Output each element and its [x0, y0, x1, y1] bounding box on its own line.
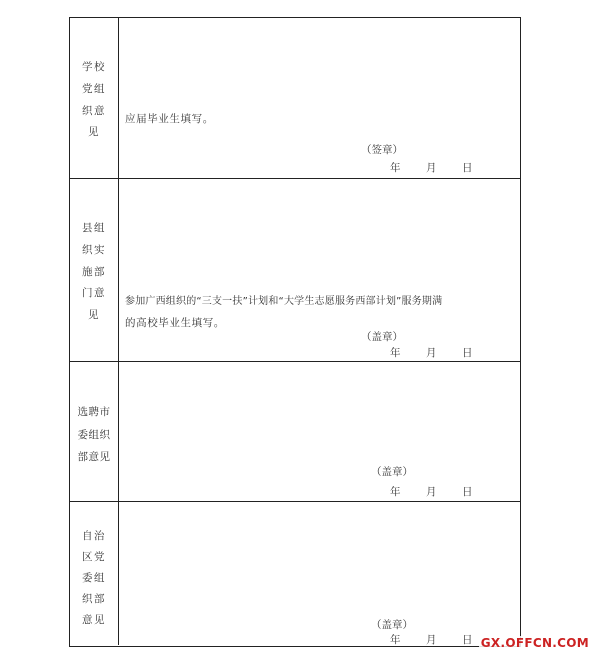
date-month-label: 月	[426, 486, 437, 498]
date-day-label: 日	[462, 347, 473, 359]
seal-label: （签章）	[361, 144, 403, 156]
opinion-content-cell[interactable]	[119, 362, 520, 501]
row-label-cell	[70, 18, 119, 178]
date-year-label: 年	[390, 634, 401, 646]
row-label-line: 区党	[82, 551, 106, 563]
county-implementation-opinion-row	[70, 178, 520, 361]
seal-label: （盖章）	[361, 331, 403, 343]
date-day-label: 日	[462, 162, 473, 174]
date-month-label: 月	[426, 347, 437, 359]
opinion-form-table	[69, 17, 521, 647]
row-label-line: 见	[88, 309, 100, 321]
row-label-line: 县组	[82, 222, 106, 234]
opinion-content-cell[interactable]	[119, 179, 520, 361]
site-watermark: GX.OFFCN.COM	[480, 636, 589, 650]
date-month-label: 月	[426, 162, 437, 174]
row-label-cell	[70, 502, 119, 645]
regional-committee-opinion-row	[70, 501, 520, 645]
row-label-line: 学校	[82, 61, 106, 73]
row-label-line: 委组	[82, 572, 106, 584]
opinion-content-cell[interactable]	[119, 502, 520, 645]
seal-label: （盖章）	[371, 619, 413, 631]
row-label-line: 意见	[82, 614, 106, 626]
seal-label: （盖章）	[371, 466, 413, 478]
date-year-label: 年	[390, 486, 401, 498]
school-party-opinion-row	[70, 18, 520, 178]
fill-note: 应届毕业生填写。	[125, 113, 214, 125]
fill-note: 的高校毕业生填写。	[125, 317, 225, 329]
date-year-label: 年	[390, 347, 401, 359]
row-label-line: 织意	[82, 105, 106, 117]
row-label-line: 门意	[82, 287, 106, 299]
row-label-line: 党组	[82, 83, 106, 95]
row-label-line: 委组织	[77, 429, 111, 441]
row-label-line: 部意见	[77, 451, 111, 463]
row-label-line: 织部	[82, 593, 106, 605]
row-label-line: 织实	[82, 244, 106, 256]
opinion-content-cell[interactable]	[119, 18, 520, 178]
row-label-cell	[70, 362, 119, 501]
row-label-cell	[70, 179, 119, 361]
fill-note: 参加广西组织的“三支一扶”计划和“大学生志愿服务西部计划”服务期满	[125, 296, 443, 307]
date-year-label: 年	[390, 162, 401, 174]
date-day-label: 日	[462, 486, 473, 498]
date-day-label: 日	[462, 634, 473, 646]
date-month-label: 月	[426, 634, 437, 646]
row-label-line: 见	[88, 126, 100, 138]
row-label-line: 施部	[82, 266, 106, 278]
row-label-line: 选聘市	[77, 406, 111, 418]
row-label-line: 自治	[82, 530, 106, 542]
city-committee-opinion-row	[70, 361, 520, 501]
